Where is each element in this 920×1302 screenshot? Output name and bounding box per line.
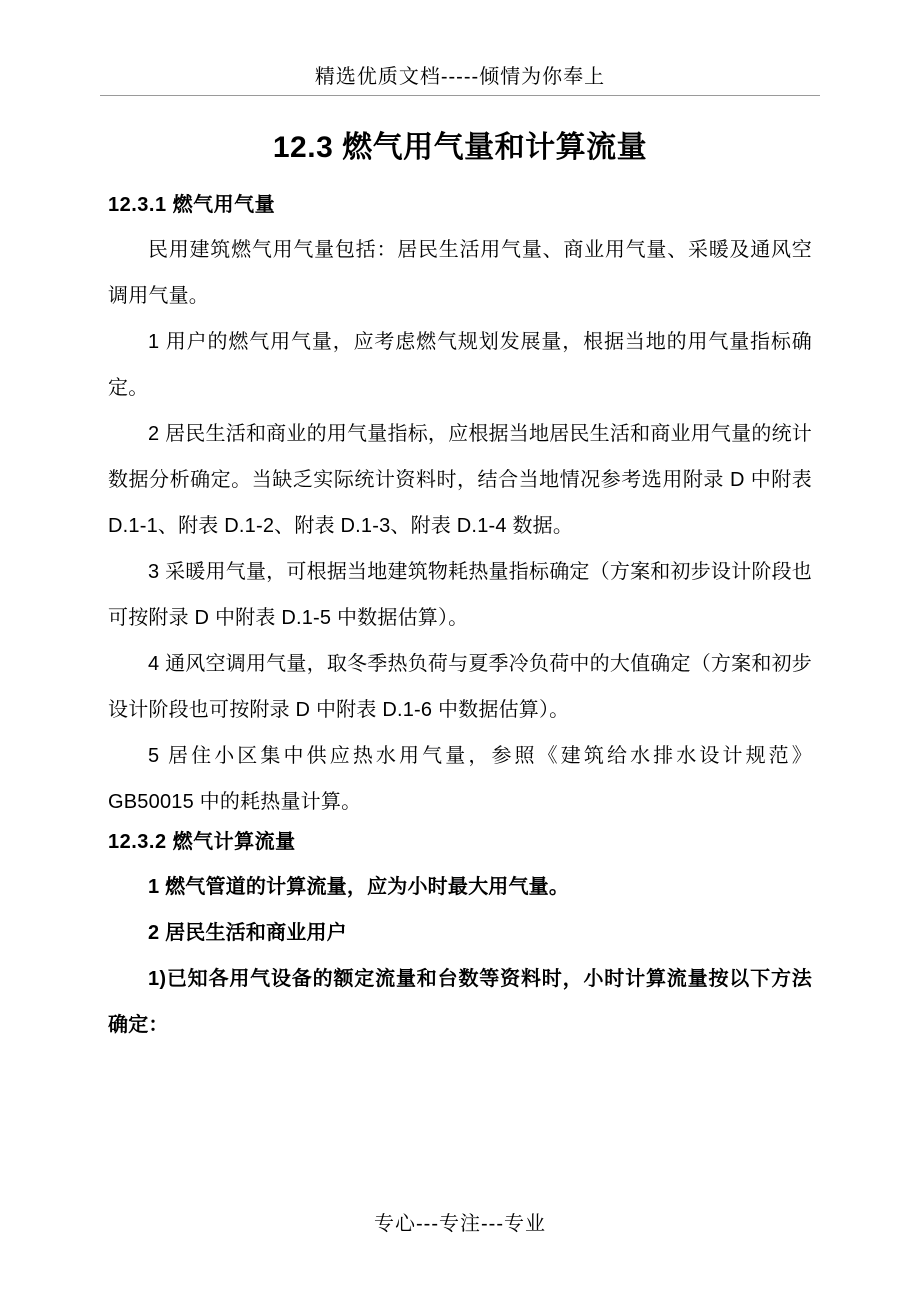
paragraph-item-4: 4 通风空调用气量，取冬季热负荷与夏季冷负荷中的大值确定（方案和初步设计阶段也可按附录 D 中附表 D.1-6 中数据估算）。 (108, 653, 812, 721)
paragraph-item-2: 2 居民生活和商业的用气量指标，应根据当地居民生活和商业用气量的统计数据分析确定。当缺乏实际统计资料时，结合当地情况参考选用附录 D 中附表 D.1-1、附表 D.1-2、附表 D.1-3、附表 D.1-4 数据。 (108, 423, 812, 537)
header-divider (100, 95, 820, 96)
section-heading-12-3-1: 12.3.1 燃气用气量 (108, 194, 276, 216)
paragraph-item-3: 3 采暖用气量，可根据当地建筑物耗热量指标确定（方案和初步设计阶段也可按附录 D 中附表 D.1-5 中数据估算）。 (108, 561, 812, 629)
section-heading-12-3-2: 12.3.2 燃气计算流量 (108, 831, 296, 853)
paragraph-2-item-2: 2 居民生活和商业用户 (148, 922, 347, 944)
paragraph-item-1: 1 用户的燃气用气量，应考虑燃气规划发展量，根据当地的用气量指标确定。 (108, 331, 812, 399)
paragraph-item-5: 5 居住小区集中供应热水用气量，参照《建筑给水排水设计规范》GB50015 中的耗热量计算。 (108, 745, 812, 813)
page-title: 12.3 燃气用气量和计算流量 (272, 131, 648, 164)
page-header-note: 精选优质文档-----倾情为你奉上 (314, 66, 606, 88)
paragraph-2-item-1: 1 燃气管道的计算流量，应为小时最大用气量。 (148, 876, 570, 898)
paragraph-intro: 民用建筑燃气用气量包括：居民生活用气量、商业用气量、采暖及通风空调用气量。 (108, 239, 812, 307)
page-footer-note: 专心---专注---专业 (374, 1213, 546, 1235)
paragraph-2-item-3: 1)已知各用气设备的额定流量和台数等资料时，小时计算流量按以下方法确定： (108, 968, 812, 1036)
